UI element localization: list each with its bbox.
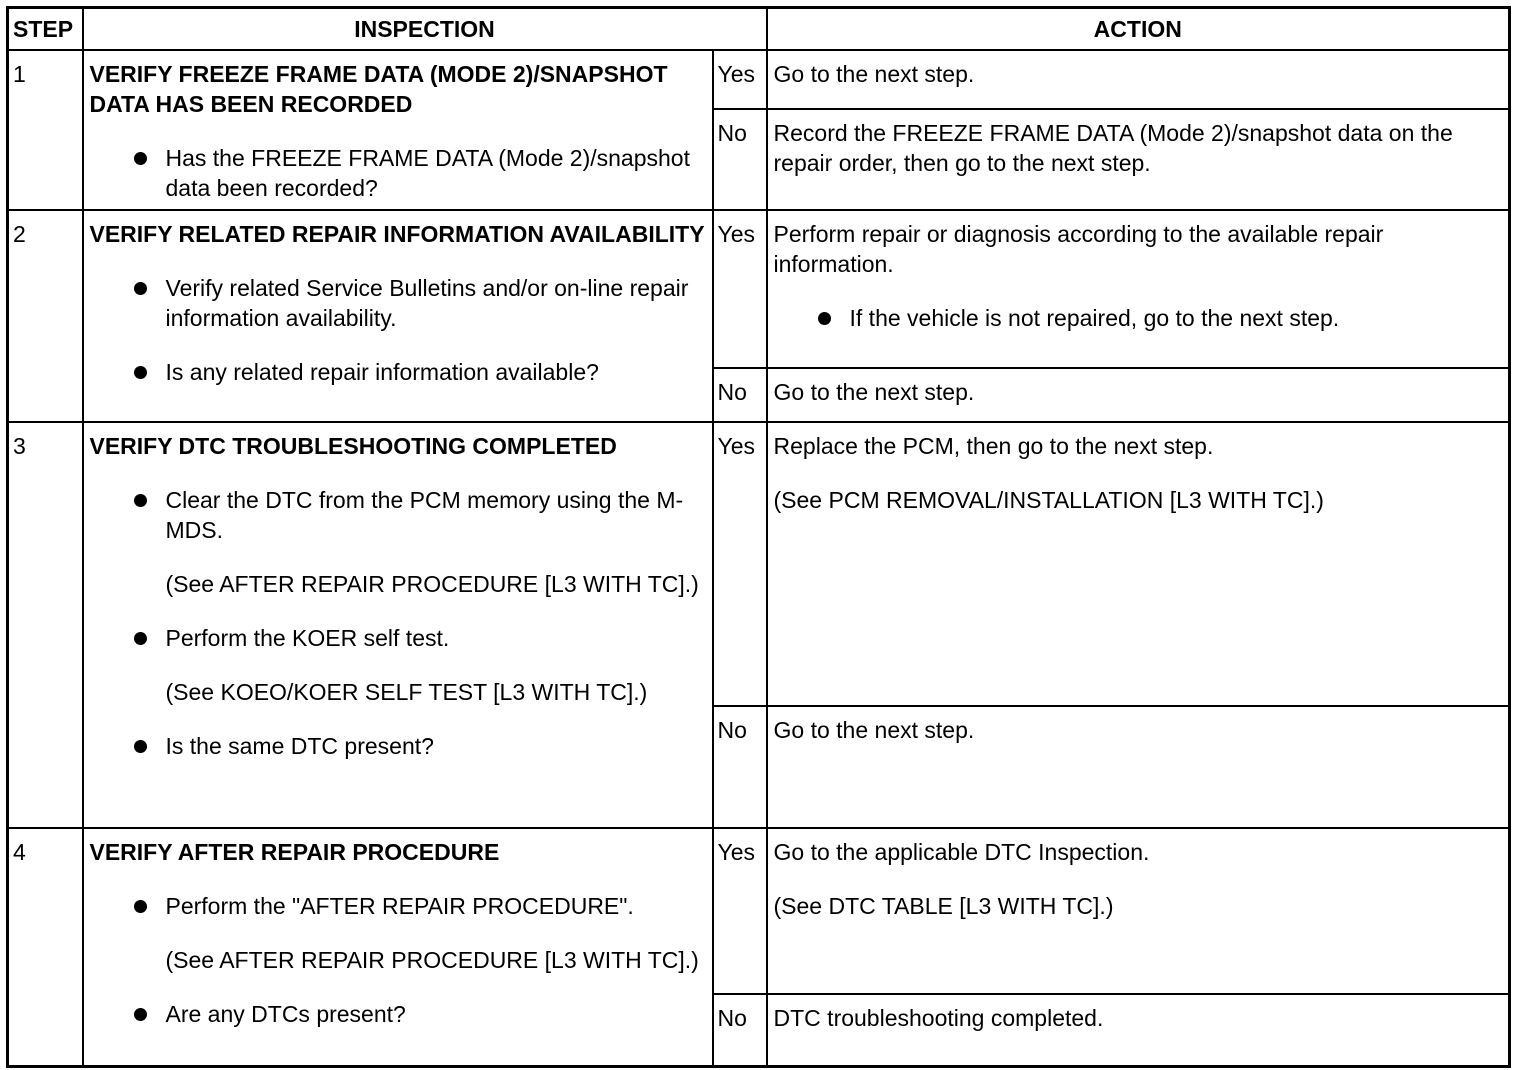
header-row bbox=[8, 8, 1510, 51]
yes-action: Go to the applicable DTC Inspection. bbox=[773, 839, 1150, 865]
reference-note: (See AFTER REPAIR PROCEDURE [L3 WITH TC].) bbox=[165, 571, 699, 597]
inspection-cell bbox=[83, 422, 713, 828]
table-row bbox=[8, 210, 1510, 368]
yes-label: Yes bbox=[713, 422, 767, 706]
inspection-cell bbox=[83, 828, 713, 1066]
bullet-item: Is any related repair information available? bbox=[90, 357, 706, 387]
yes-label: Yes bbox=[713, 50, 767, 109]
step-number: 2 bbox=[8, 210, 83, 422]
step-title: VERIFY DTC TROUBLESHOOTING COMPLETED bbox=[89, 433, 617, 459]
inspection-cell bbox=[83, 50, 713, 210]
table-row bbox=[8, 828, 1510, 994]
step-title: VERIFY AFTER REPAIR PROCEDURE bbox=[89, 839, 500, 865]
inspection-cell bbox=[83, 210, 713, 422]
table-row bbox=[8, 422, 1510, 706]
header-inspection: INSPECTION bbox=[83, 8, 767, 51]
yes-action: Replace the PCM, then go to the next step. bbox=[773, 433, 1214, 459]
reference-note: (See KOEO/KOER SELF TEST [L3 WITH TC].) bbox=[165, 679, 648, 705]
bullet-item: Clear the DTC from the PCM memory using the M-MDS. bbox=[90, 485, 706, 545]
reference-note: (See AFTER REPAIR PROCEDURE [L3 WITH TC].) bbox=[165, 947, 699, 973]
yes-label: Yes bbox=[713, 828, 767, 994]
no-action: Record the FREEZE FRAME DATA (Mode 2)/snapshot data on the repair order, then go to the next step. bbox=[767, 109, 1510, 210]
bullet-list bbox=[90, 731, 706, 761]
bullet-list bbox=[90, 891, 706, 921]
reference-note: (See DTC TABLE [L3 WITH TC].) bbox=[773, 893, 1114, 919]
yes-action-cell bbox=[767, 422, 1510, 706]
reference-note: (See PCM REMOVAL/INSTALLATION [L3 WITH TC].) bbox=[773, 487, 1324, 513]
step-title: VERIFY FREEZE FRAME DATA (MODE 2)/SNAPSHOT DATA HAS BEEN RECORDED bbox=[89, 61, 668, 117]
no-label: No bbox=[713, 368, 767, 422]
bullet-item: Verify related Service Bulletins and/or on-line repair information availability. bbox=[90, 273, 706, 333]
bullet-item: Has the FREEZE FRAME DATA (Mode 2)/snapshot data been recorded? bbox=[90, 143, 706, 203]
yes-action: Go to the next step. bbox=[767, 50, 1510, 109]
yes-action-cell bbox=[767, 210, 1510, 368]
no-label: No bbox=[713, 994, 767, 1066]
no-label: No bbox=[713, 706, 767, 828]
bullet-item: Are any DTCs present? bbox=[90, 999, 706, 1029]
bullet-item: If the vehicle is not repaired, go to the next step. bbox=[774, 303, 1503, 333]
bullet-item: Is the same DTC present? bbox=[90, 731, 706, 761]
bullet-list bbox=[90, 485, 706, 545]
bullet-item: Perform the KOER self test. bbox=[90, 623, 706, 653]
no-label: No bbox=[713, 109, 767, 210]
bullet-list bbox=[90, 143, 706, 203]
yes-action: Perform repair or diagnosis according to the available repair information. bbox=[773, 221, 1384, 277]
no-action: Go to the next step. bbox=[767, 368, 1510, 422]
bullet-list bbox=[774, 303, 1503, 333]
bullet-list bbox=[90, 999, 706, 1029]
bullet-list bbox=[90, 623, 706, 653]
no-action: DTC troubleshooting completed. bbox=[767, 994, 1510, 1066]
step-number: 4 bbox=[8, 828, 83, 1066]
header-action: ACTION bbox=[767, 8, 1510, 51]
step-number: 1 bbox=[8, 50, 83, 210]
step-title: VERIFY RELATED REPAIR INFORMATION AVAILABILITY bbox=[89, 221, 705, 247]
bullet-list bbox=[90, 273, 706, 387]
diagnostic-table bbox=[6, 6, 1511, 1068]
bullet-item: Perform the "AFTER REPAIR PROCEDURE". bbox=[90, 891, 706, 921]
header-step: STEP bbox=[8, 8, 83, 51]
step-number: 3 bbox=[8, 422, 83, 828]
yes-action-cell bbox=[767, 828, 1510, 994]
yes-label: Yes bbox=[713, 210, 767, 368]
no-action: Go to the next step. bbox=[767, 706, 1510, 828]
table-row bbox=[8, 50, 1510, 109]
